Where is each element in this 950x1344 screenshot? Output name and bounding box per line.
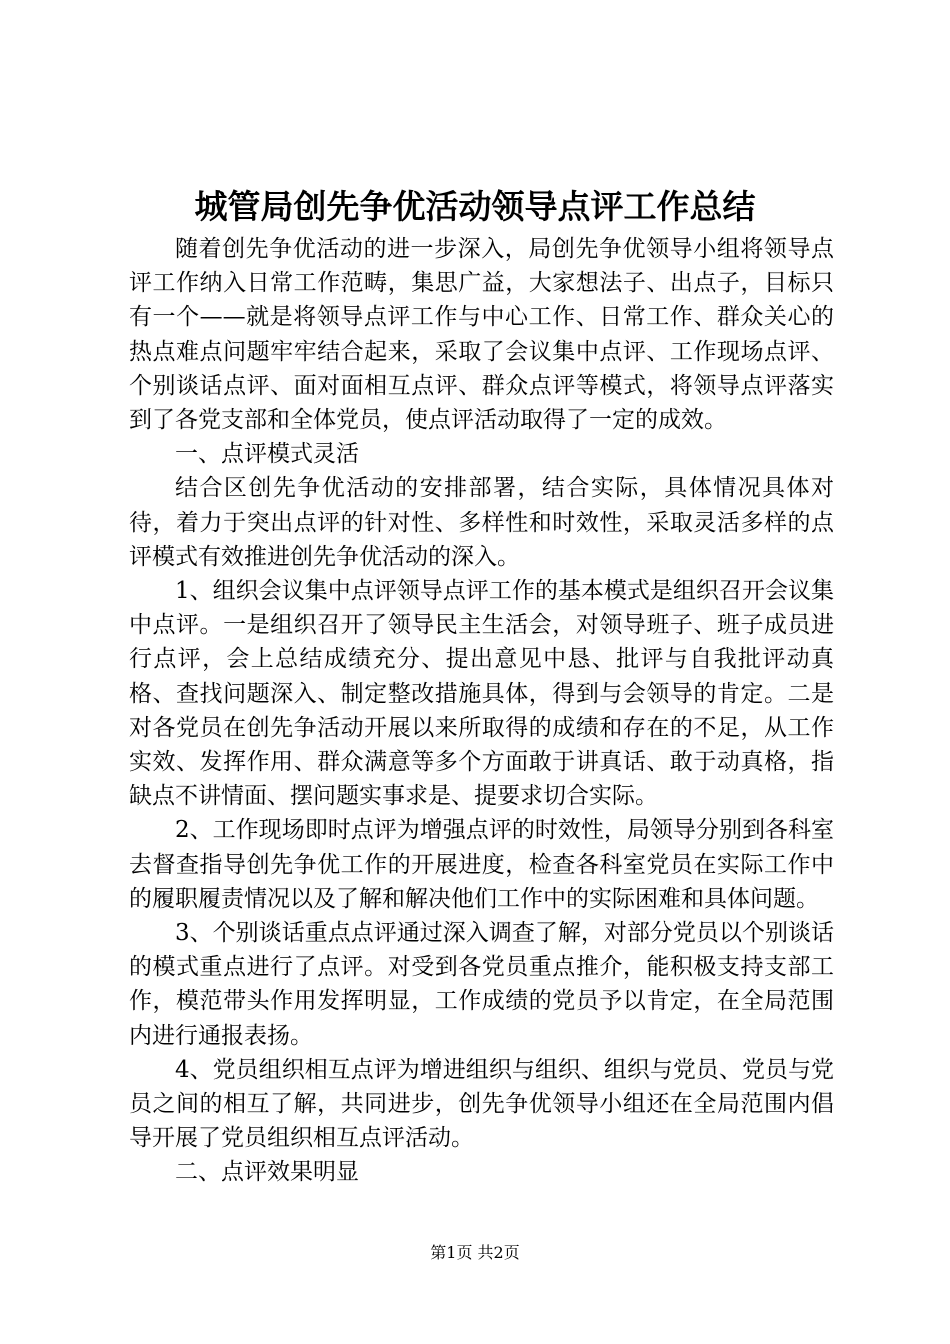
section-heading-2: 二、点评效果明显 (175, 1159, 359, 1186)
page-footer: 第1页 共2页 (430, 1243, 520, 1262)
paragraph-item-2: 2、工作现场即时点评为增强点评的时效性，局领导分别到各科室去督查指导创先争优工作的开展进度，检查各科室党员在实际工作中的履职履责情况以及了解和解决他们工作中的实际困难和具体问题。 (129, 817, 834, 912)
paragraph-item-4: 4、党员组织相互点评为增进组织与组织、组织与党员、党员与党员之间的相互了解，共同进步，创先争优领导小组还在全局范围内倡导开展了党员组织相互点评活动。 (129, 1056, 834, 1152)
paragraph-section-1-intro: 结合区创先争优活动的安排部署，结合实际，具体情况具体对待，着力于突出点评的针对性、多样性和时效性，采取灵活多样的点评模式有效推进创先争优活动的深入。 (129, 475, 834, 570)
document-body (129, 232, 834, 1190)
paragraph-item-3: 3、个别谈话重点点评通过深入调查了解，对部分党员以个别谈话的模式重点进行了点评。对受到各党员重点推介，能积极支持支部工作，模范带头作用发挥明显，工作成绩的党员予以肯定，在全局范围内进行通报表扬。 (129, 920, 834, 1049)
section-heading-1: 一、点评模式灵活 (175, 441, 359, 468)
document-title: 城管局创先争优活动领导点评工作总结 (194, 187, 756, 226)
paragraph-intro: 随着创先争优活动的进一步深入，局创先争优领导小组将领导点评工作纳入日常工作范畴，集思广益，大家想法子、出点子，目标只有一个——就是将领导点评工作与中心工作、日常工作、群众关心的热点难点问题牢牢结合起来，采取了会议集中点评、工作现场点评、个别谈话点评、面对面相互点评、群众点评等模式，将领导点评落实到了各党支部和全体党员，使点评活动取得了一定的成效。 (129, 236, 834, 434)
paragraph-item-1: 1、组织会议集中点评领导点评工作的基本模式是组织召开会议集中点评。一是组织召开了领导民主生活会，对领导班子、班子成员进行点评，会上总结成绩充分、提出意见中恳、批评与自我批评动真格、查找问题深入、制定整改措施具体，得到与会领导的肯定。二是对各党员在创先争活动开展以来所取得的成绩和存在的不足，从工作实效、发挥作用、群众满意等多个方面敢于讲真话、敢于动真格，指缺点不讲情面、摆问题实事求是、提要求切合实际。 (129, 578, 834, 810)
